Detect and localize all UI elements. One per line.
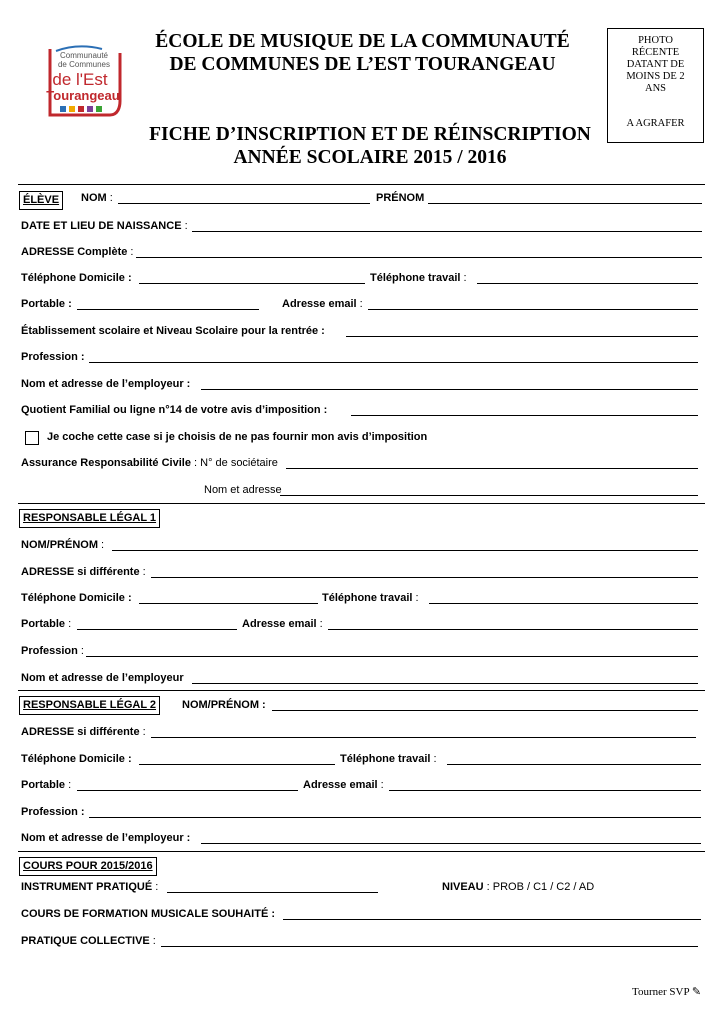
field-r2-tel-domicile[interactable]: [139, 764, 335, 765]
photo-text-5: ANS: [644, 83, 666, 94]
field-r1-email[interactable]: [328, 629, 698, 630]
label-prenom: PRÉNOM: [376, 192, 425, 204]
label-r1-tel-travail: Téléphone travail: [322, 592, 413, 604]
label-r2-nom-prenom: NOM/PRÉNOM :: [182, 699, 266, 711]
field-r1-adresse[interactable]: [151, 577, 698, 578]
field-collective[interactable]: [161, 946, 698, 947]
divider: [18, 184, 705, 185]
label-quotient: Quotient Familial ou ligne n°14 de votre avis d’imposition :: [21, 404, 328, 416]
field-etablissement[interactable]: [346, 336, 698, 337]
label-r2-employeur: Nom et adresse de l’employeur :: [21, 832, 191, 844]
label-naissance: DATE ET LIEU DE NAISSANCE: [21, 220, 182, 232]
form-title-line1: FICHE D’INSCRIPTION ET DE RÉINSCRIPTION: [149, 124, 591, 145]
field-profession[interactable]: [89, 362, 698, 363]
divider: [18, 690, 705, 691]
field-r1-profession[interactable]: [86, 656, 698, 657]
label-r2-portable: Portable: [21, 779, 66, 791]
field-quotient[interactable]: [351, 415, 698, 416]
label-tel-travail: Téléphone travail: [370, 272, 461, 284]
section-responsable-2: RESPONSABLE LÉGAL 2: [19, 696, 160, 715]
label-tel-domicile: Téléphone Domicile :: [21, 272, 132, 284]
label-r1-email: Adresse email: [242, 618, 317, 630]
school-title-line1: ÉCOLE DE MUSIQUE DE LA COMMUNAUTÉ: [155, 31, 570, 52]
label-assurance: Assurance Responsabilité Civile: [21, 457, 191, 469]
field-nom-adresse-assurance[interactable]: [280, 495, 698, 496]
logo-square-green: [96, 106, 102, 112]
field-tel-travail[interactable]: [477, 283, 698, 284]
field-email[interactable]: [368, 309, 698, 310]
label-societaire: N° de sociétaire: [200, 457, 278, 469]
field-portable[interactable]: [77, 309, 259, 310]
label-r2-profession: Profession :: [21, 806, 85, 818]
label-r2-tel-travail: Téléphone travail: [340, 753, 431, 765]
field-r2-employeur[interactable]: [201, 843, 701, 844]
photo-text-1: PHOTO: [638, 35, 673, 46]
field-r1-tel-domicile[interactable]: [139, 603, 318, 604]
label-r2-tel-domicile: Téléphone Domicile :: [21, 753, 132, 765]
photo-box: [607, 28, 704, 143]
label-r1-nom-prenom: NOM/PRÉNOM: [21, 539, 98, 551]
label-adresse: ADRESSE Complète: [21, 246, 128, 258]
label-r2-email: Adresse email: [303, 779, 378, 791]
photo-staple-text: A AGRAFER: [626, 118, 685, 129]
logo-text-4: Tourangeau: [46, 88, 120, 103]
label-email: Adresse email: [282, 298, 357, 310]
school-title-line2: DE COMMUNES DE L’EST TOURANGEAU: [169, 54, 556, 75]
form-title-line2: ANNÉE SCOLAIRE 2015 / 2016: [233, 147, 507, 168]
label-instrument: INSTRUMENT PRATIQUÉ: [21, 881, 153, 893]
label-checkbox: Je coche cette case si je choisis de ne pas fournir mon avis d’imposition: [47, 431, 428, 443]
field-employeur[interactable]: [201, 389, 698, 390]
label-r1-tel-domicile: Téléphone Domicile :: [21, 592, 132, 604]
field-r2-portable[interactable]: [77, 790, 298, 791]
field-r2-nom-prenom[interactable]: [272, 710, 698, 711]
field-r2-adresse[interactable]: [151, 737, 696, 738]
label-profession: Profession :: [21, 351, 85, 363]
logo-text-1: Communauté: [59, 51, 109, 60]
field-nom[interactable]: [118, 203, 370, 204]
label-employeur: Nom et adresse de l’employeur :: [21, 378, 191, 390]
field-tel-domicile[interactable]: [139, 283, 365, 284]
label-etablissement: Établissement scolaire et Niveau Scolaire pour la rentrée :: [21, 325, 325, 337]
field-r1-nom-prenom[interactable]: [112, 550, 698, 551]
field-prenom[interactable]: [428, 203, 702, 204]
photo-text-3: DATANT DE: [626, 59, 685, 70]
label-portable: Portable :: [21, 298, 72, 310]
label-r1-employeur: Nom et adresse de l’employeur: [21, 672, 184, 684]
field-r2-tel-travail[interactable]: [447, 764, 701, 765]
no-tax-notice-checkbox[interactable]: [25, 431, 39, 445]
logo-square-purple: [87, 106, 93, 112]
community-logo: [44, 45, 122, 121]
field-societaire[interactable]: [286, 468, 698, 469]
logo-square-blue: [60, 106, 66, 112]
section-responsable-1: RESPONSABLE LÉGAL 1: [19, 509, 160, 528]
label-r1-portable: Portable: [21, 618, 66, 630]
label-nom: NOM: [81, 192, 107, 204]
divider: [18, 503, 705, 504]
photo-text-4: MOINS DE 2: [626, 71, 685, 82]
field-instrument[interactable]: [167, 892, 378, 893]
field-r2-profession[interactable]: [89, 817, 701, 818]
label-collective: PRATIQUE COLLECTIVE: [21, 935, 150, 947]
logo-square-yellow: [69, 106, 75, 112]
divider: [18, 851, 705, 852]
label-r1-profession: Profession: [21, 645, 78, 657]
field-r1-tel-travail[interactable]: [429, 603, 698, 604]
turn-over-note: Tourner SVP ✎: [632, 986, 702, 998]
label-r1-adresse: ADRESSE si différente: [21, 566, 140, 578]
logo-square-red: [78, 106, 84, 112]
section-eleve: ÉLÈVE: [19, 191, 63, 210]
field-adresse[interactable]: [136, 257, 702, 258]
section-cours: COURS POUR 2015/2016: [19, 857, 157, 876]
logo-text-2: de Communes: [57, 60, 111, 69]
photo-text-2: RÉCENTE: [631, 47, 680, 58]
label-niveau: NIVEAU: [442, 881, 484, 893]
field-r1-portable[interactable]: [77, 629, 237, 630]
label-nom-adresse-assurance: Nom et adresse: [204, 484, 282, 496]
field-r2-email[interactable]: [389, 790, 701, 791]
label-formation: COURS DE FORMATION MUSICALE SOUHAITÉ :: [21, 908, 276, 920]
field-naissance[interactable]: [192, 231, 702, 232]
niveau-options[interactable]: PROB / C1 / C2 / AD: [492, 881, 595, 893]
logo-text-3: de l'Est: [52, 70, 108, 89]
field-r1-employeur[interactable]: [192, 683, 698, 684]
field-formation[interactable]: [283, 919, 701, 920]
label-r2-adresse: ADRESSE si différente: [21, 726, 140, 738]
